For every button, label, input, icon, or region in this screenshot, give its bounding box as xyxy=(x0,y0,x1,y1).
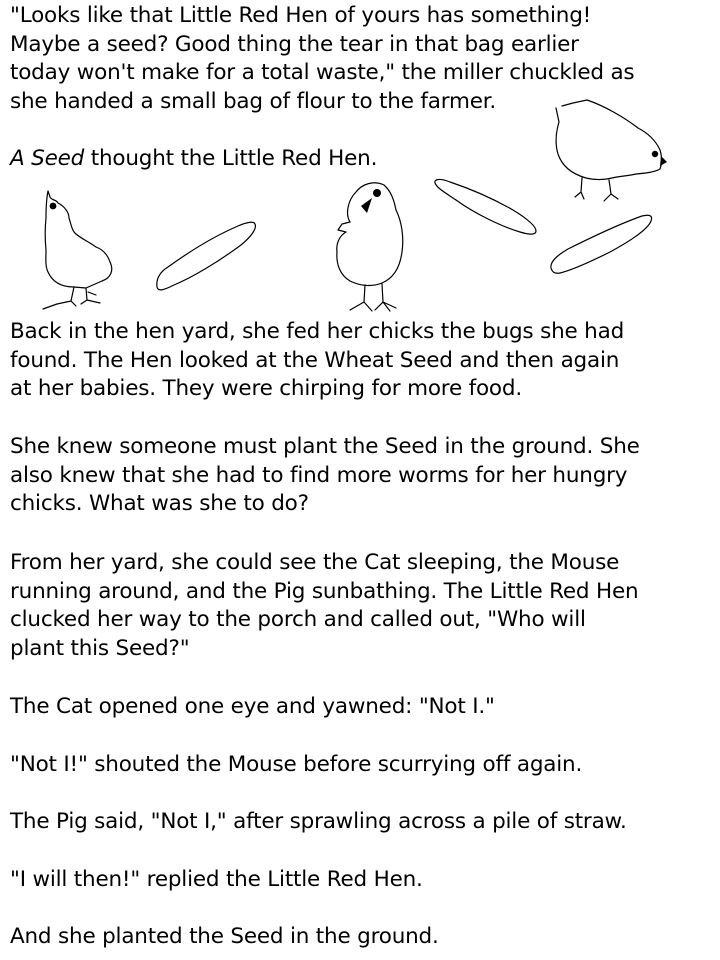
text-line: Back in the hen yard, she fed her chicks the bugs she had xyxy=(10,319,625,344)
paragraph-pig-reply: The Pig said, "Not I," after sprawling across a pile of straw. xyxy=(10,809,627,834)
paragraph-hen-yard xyxy=(10,318,710,404)
text-line: From her yard, she could see the Cat sleeping, the Mouse xyxy=(10,550,620,575)
text-line: chicks. What was she to do? xyxy=(10,491,309,516)
text-line: She knew someone must plant the Seed in the ground. She xyxy=(10,434,640,459)
text-line: today won't make for a total waste," the miller chuckled as xyxy=(10,60,635,85)
paragraph-plant-seed xyxy=(10,433,710,519)
chick-icon xyxy=(43,191,112,309)
text-line: at her babies. They were chirping for more food. xyxy=(10,376,522,401)
paragraph-seed-planted: And she planted the Seed in the ground. xyxy=(10,924,439,949)
text-line: plant this Seed?" xyxy=(10,635,190,661)
paragraph-hen-thought xyxy=(10,145,377,174)
paragraph-miller-quote xyxy=(10,2,710,116)
text-line: clucked her way to the porch and called out, "Who will xyxy=(10,607,586,632)
wheat-seed-icon xyxy=(157,222,256,290)
seed-emphasis: A Seed xyxy=(10,146,85,171)
wheat-seed-icon xyxy=(551,215,652,273)
text-line: also knew that she had to find more worms for her hungry xyxy=(10,462,628,488)
wheat-seed-icon xyxy=(435,179,536,234)
paragraph-mouse-reply: "Not I!" shouted the Mouse before scurrying off again. xyxy=(10,752,583,777)
hen-thought-text: thought the Little Red Hen. xyxy=(84,146,378,171)
text-line: running around, and the Pig sunbathing. The Little Red Hen xyxy=(10,578,639,604)
paragraph-cat-reply: The Cat opened one eye and yawned: "Not I." xyxy=(10,694,495,719)
text-line: found. The Hen looked at the Wheat Seed and then again xyxy=(10,347,620,373)
chick-icon xyxy=(337,183,403,311)
text-line: Maybe a seed? Good thing the tear in that bag earlier xyxy=(10,31,579,57)
paragraph-hen-reply: "I will then!" replied the Little Red Hen. xyxy=(10,867,423,892)
paragraph-farm-animals xyxy=(10,549,710,663)
text-line: "Looks like that Little Red Hen of yours has something! xyxy=(10,3,592,28)
text-line: she handed a small bag of flour to the farmer. xyxy=(10,88,497,114)
